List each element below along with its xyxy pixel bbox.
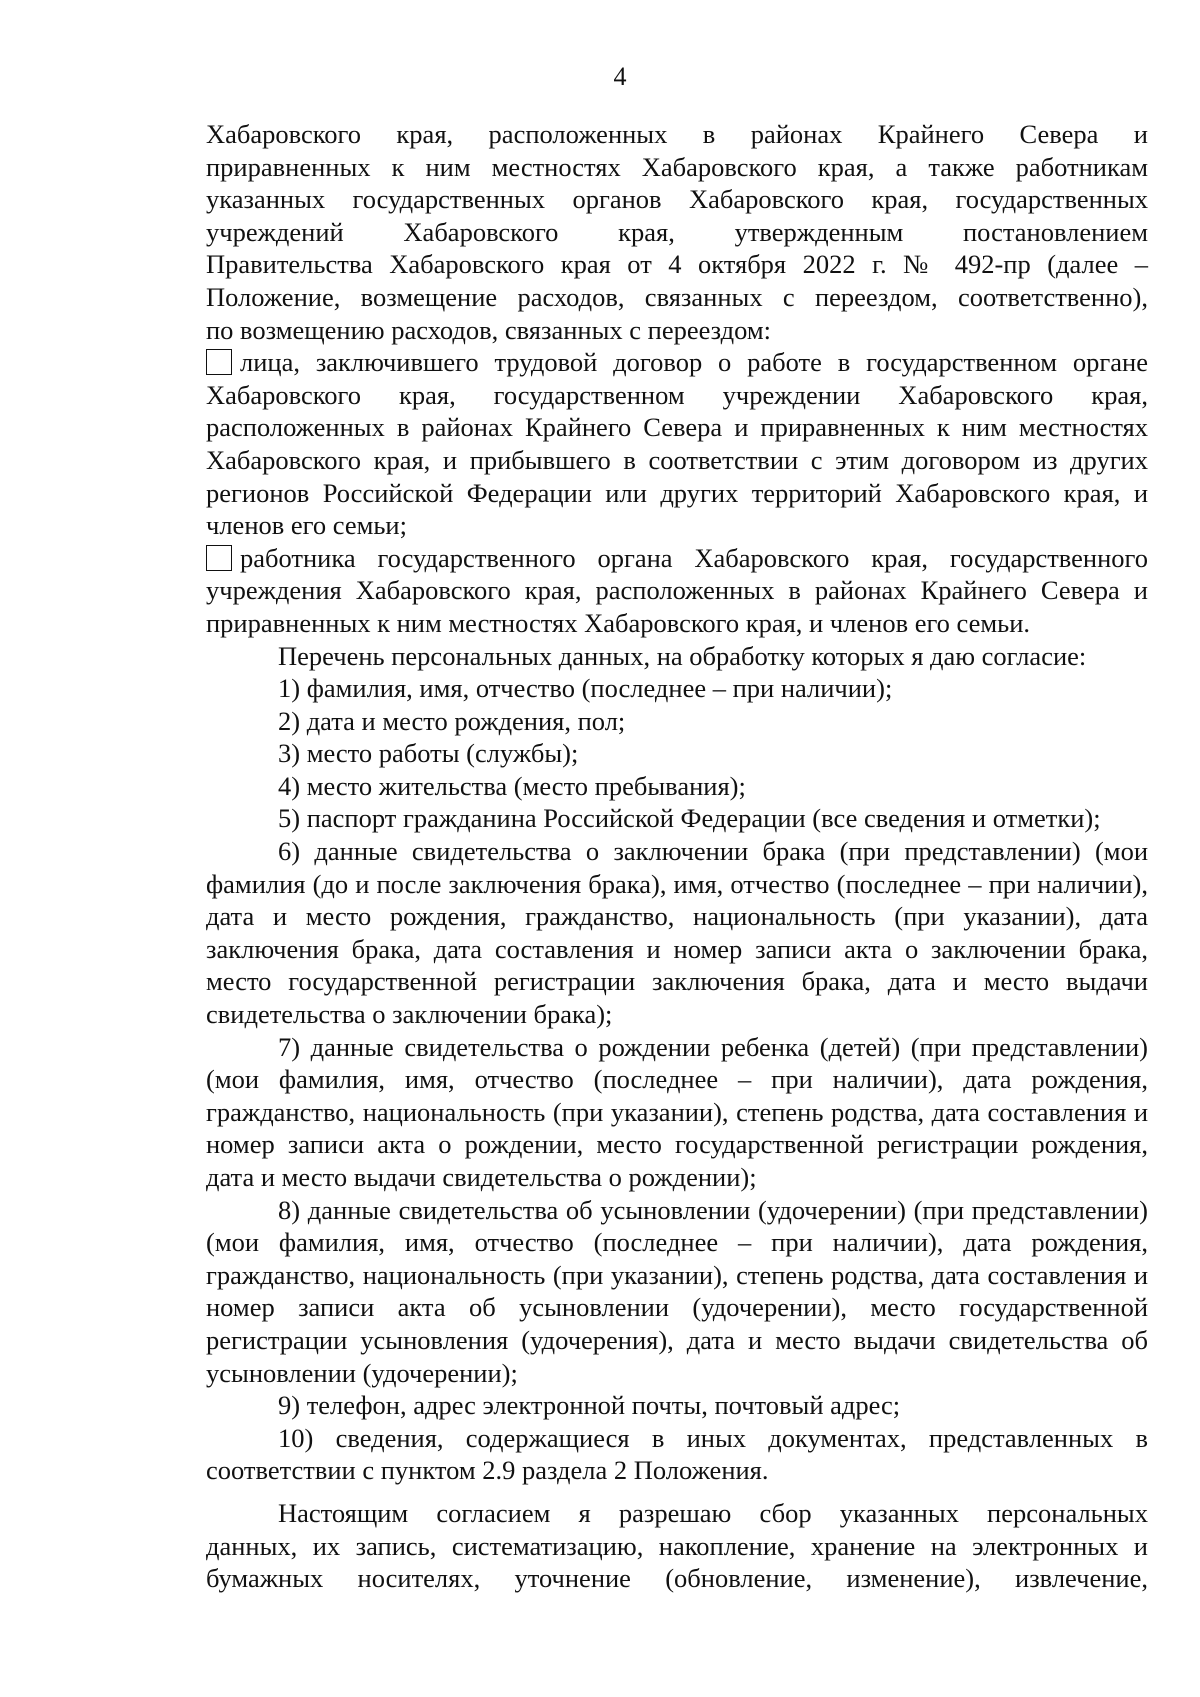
text-line: указанных государственных органов Хабаровского края, государственных: [206, 184, 1148, 215]
list-item: 9) телефон, адрес электронной почты, почтовый адрес;: [278, 1390, 901, 1421]
list-item: 6) данные свидетельства о заключении брака (при представлении) (мои фамилия (до и после заключения брака), имя, отчество (последнее – при наличии), дата и место рождения, гражданство, национальность (при указании), дата заключения брака, дата составления и номер записи акта о заключении брака, место государственной регистрации заключения брака, дата и место выдачи свидетельства о заключении брака);: [206, 836, 1148, 1030]
text-line: приравненных к ним местностях Хабаровского края, а также работникам: [206, 151, 1148, 182]
option-worker: [206, 542, 1148, 640]
intro-paragraph: [206, 118, 1148, 346]
list-item: 4) место жительства (место пребывания);: [278, 770, 746, 801]
list-item: 8) данные свидетельства об усыновлении (удочерении) (при представлении) (мои фамилия, имя, отчество (последнее – при наличии), дата рождения, гражданство, национальность (при указании), степень родства, дата составления и номер записи акта об усыновлении (удочерении), место государственной регистрации усыновления (удочерения), дата и место выдачи свидетельства об усыновлении (удочерении);: [206, 1194, 1148, 1388]
text-line: данных, их запись, систематизацию, накопление, хранение на электронных и: [206, 1530, 1148, 1561]
list-item: 1) фамилия, имя, отчество (последнее – при наличии);: [278, 673, 893, 704]
list-item: 3) место работы (службы);: [278, 738, 579, 769]
checkbox[interactable]: [206, 545, 232, 571]
list-item: 5) паспорт гражданина Российской Федерации (все сведения и отметки);: [278, 803, 1101, 834]
page-number: 4: [613, 62, 627, 91]
text-line: учреждений Хабаровского края, утвержденным постановлением: [206, 216, 1148, 247]
option-text: лица, заключившего трудовой договор о работе в государственном органе Хабаровского края, государственном учреждении Хабаровского края, расположенных в районах Крайнего Севера и приравненных к ним местностях Хабаровского края, и прибывшего в соответствии с этим договором из других регионов Российской Федерации или других территорий Хабаровского края, и членов его семьи;: [206, 347, 1148, 541]
list-item: 7) данные свидетельства о рождении ребенка (детей) (при представлении) (мои фамилия, имя, отчество (последнее – при наличии), дата рождения, гражданство, национальность (при указании), степень родства, дата составления и номер записи акта о рождении, место государственной регистрации рождения, дата и место выдачи свидетельства о рождении);: [206, 1031, 1148, 1192]
text-line: Положение, возмещение расходов, связанных с переездом, соответственно),: [206, 281, 1148, 312]
option-text: работника государственного органа Хабаровского края, государственного учреждения Хабаровского края, расположенных в районах Крайнего Севера и приравненных к ним местностях Хабаровского края, и членов его семьи.: [206, 542, 1148, 638]
list-item: 2) дата и место рождения, пол;: [278, 705, 626, 736]
consent-paragraph: [206, 1497, 1148, 1595]
list-intro: Перечень персональных данных, на обработку которых я даю согласие:: [278, 640, 1087, 671]
text-line: Хабаровского края, расположенных в районах Крайнего Севера и: [206, 119, 1148, 149]
text-line: бумажных носителях, уточнение (обновление, изменение), извлечение,: [206, 1563, 1148, 1594]
text-line: по возмещению расходов, связанных с переездом:: [206, 314, 772, 345]
document-body: [206, 118, 1148, 1595]
list-item: 10) сведения, содержащиеся в иных документах, представленных в соответствии с пунктом 2.9 раздела 2 Положения.: [206, 1422, 1148, 1486]
option-employee-arrived: [206, 346, 1148, 542]
text-line: Правительства Хабаровского края от 4 октября 2022 г. № 492-пр (далее –: [206, 249, 1148, 280]
text-line: Настоящим согласием я разрешаю сбор указанных персональных: [278, 1497, 1148, 1528]
checkbox[interactable]: [206, 349, 232, 375]
